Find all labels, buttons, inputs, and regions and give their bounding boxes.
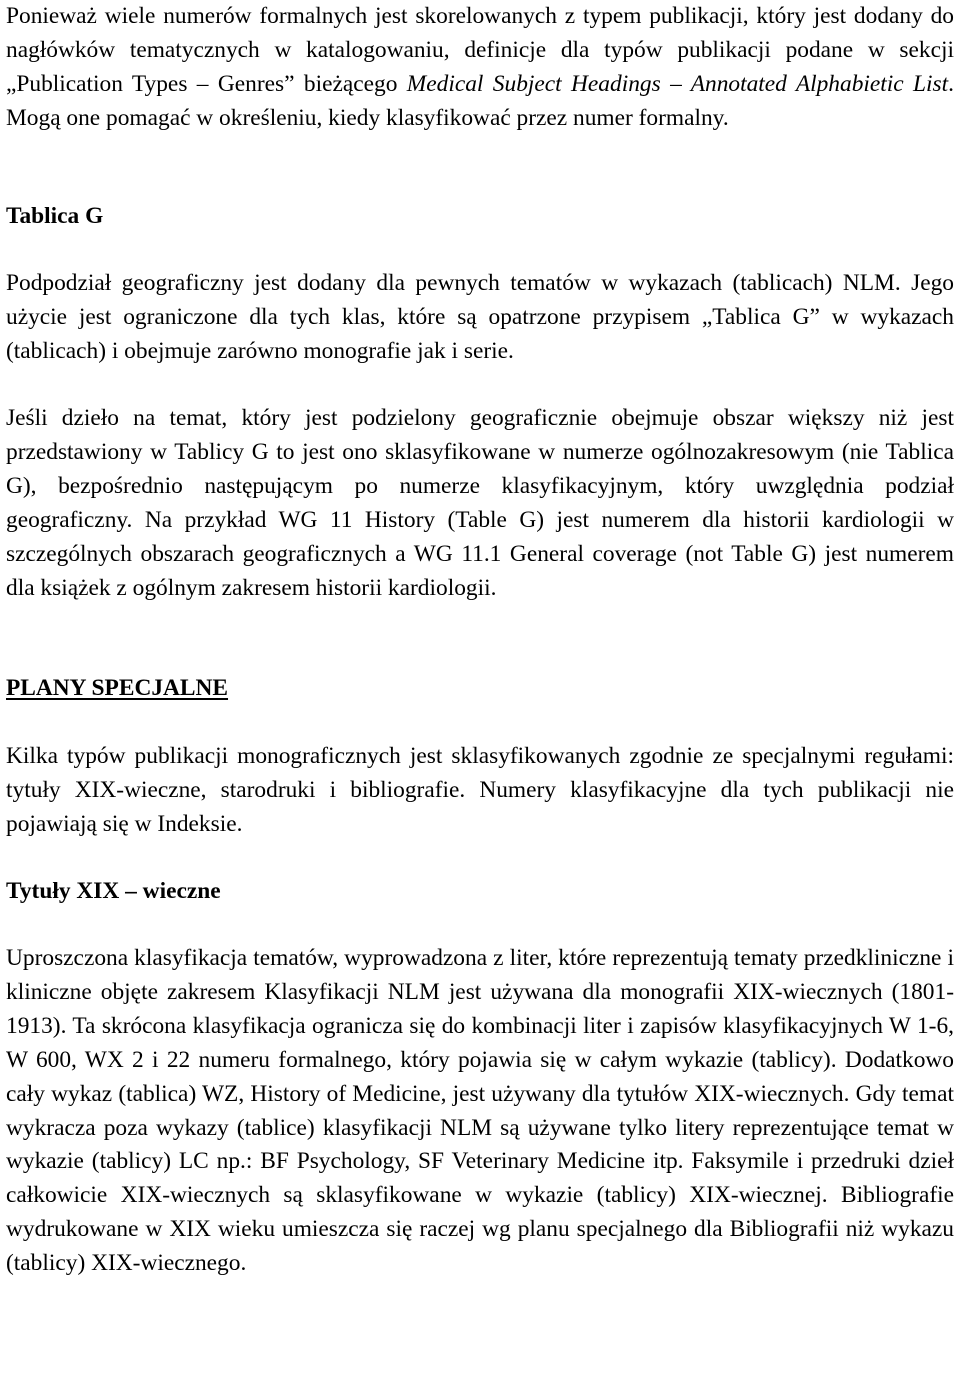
- paragraph-geographic-scope: Jeśli dzieło na temat, który jest podzielony geograficznie obejmuje obszar większy niż jest przedstawiony w Tablicy G to jest ono sklasyfikowane w numerze ogólnozakresowym (nie Tablica G), bezpośrednio następującym po numerze klasyfikacyjnym, który uwzględnia podział geograficzny. Na przykład WG 11 History (Table G) jest numerem dla historii kardiologii w szczególnych obszarach geograficznych a WG 11.1 General coverage (not Table G) jest numerem dla książek z ogólnym zakresem historii kardiologii.: [6, 405, 954, 601]
- paragraph-special-plans: Kilka typów publikacji monograficznych jest sklasyfikowanych zgodnie ze specjalnymi regułami: tytuły XIX-wieczne, starodruki i bibliografie. Numery klasyfikacyjne dla tych publikacji nie pojawiają się w Indeksie.: [6, 743, 954, 837]
- paragraph-text: . Mogą one pomagać w określeniu, kiedy klasyfikować przez numer formalny.: [6, 70, 955, 131]
- heading-xix-century-titles: Tytuły XIX – wieczne: [6, 878, 221, 904]
- heading-plany-specjalne: PLANY SPECJALNE: [6, 675, 229, 701]
- paragraph-text: Ponieważ wiele numerów formalnych jest skorelowanych z typem publikacji, który jest dodany do nagłówków tematycznych w katalogowaniu, definicje dla typów publikacji podane w sekcji „Publication Types – Genres” bieżącego: [6, 3, 954, 97]
- paragraph-xix-century-classification: Uproszczona klasyfikacja tematów, wyprowadzona z liter, które reprezentują tematy przedkliniczne i kliniczne objęte zakresem Klasyfikacji NLM jest używana dla monografii XIX-wiecznych (1801-1913). Ta skrócona klasyfikacja ogranicza się do kombinacji liter i zapisów klasyfikacyjnych W 1-6, W 600, WX 2 i 22 numeru formalnego, który pojawia się w całym wykazie (tablicy). Dodatkowo cały wykaz (tablica) WZ, History of Medicine, jest używany dla tytułów XIX-wiecznych. Gdy temat wykracza poza wykazy (tablice) klasyfikacji NLM są używane tylko litery reprezentujące temat w wykazie (tablicy) LC np.: BF Psychology, SF Veterinary Medicine itp. Faksymile i przedruki dzieł całkowicie XIX-wiecznych są sklasyfikowane w wykazie (tablicy) XIX-wiecznej. Bibliografie wydrukowane w XIX wieku umieszcza się raczej wg planu specjalnego dla Bibliografii niż wykazu (tablicy) XIX-wiecznego.: [6, 945, 954, 1277]
- paragraph-publication-types: [6, 0, 954, 136]
- heading-tablica-g: Tablica G: [6, 203, 104, 229]
- paragraph-geographic-subdivision: Podpodział geograficzny jest dodany dla pewnych tematów w wykazach (tablicach) NLM. Jego użycie jest ograniczone dla tych klas, które są opatrzone przypisem „Tablica G” w wykazach (tablicach) i obejmuje zarówno monografie jak i serie.: [6, 270, 954, 364]
- italic-title: Medical Subject Headings – Annotated Alphabietic List: [406, 70, 949, 97]
